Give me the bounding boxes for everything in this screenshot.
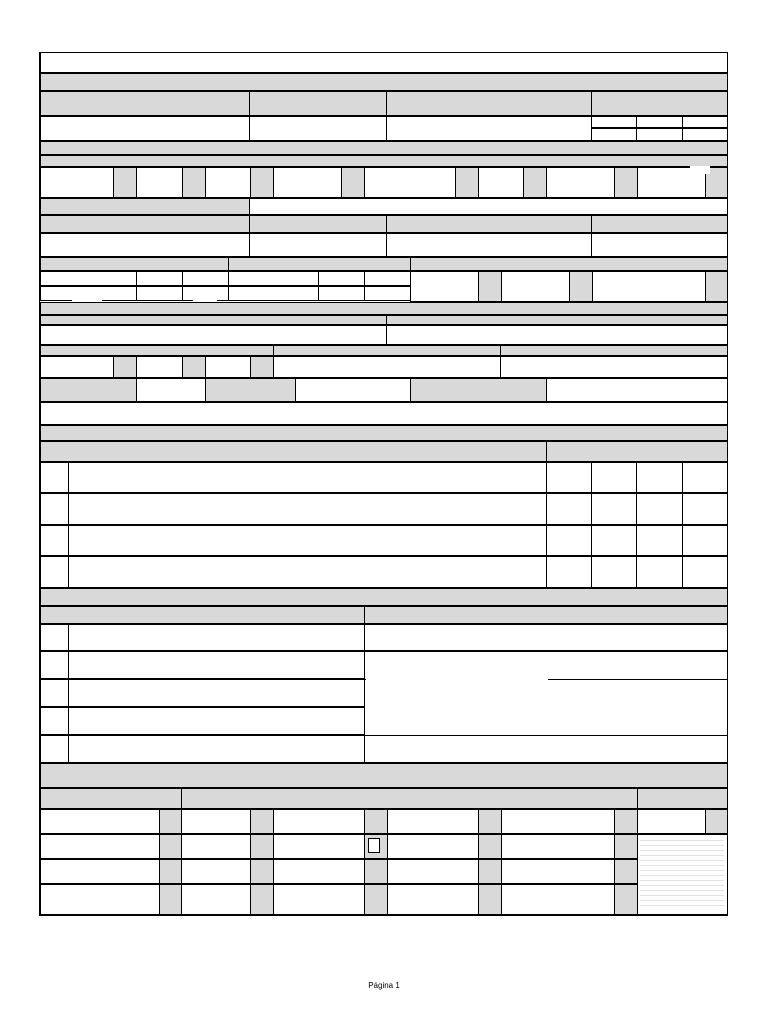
section-header-band-6 [40, 588, 728, 606]
input-row-1-field-cell-3[interactable] [386, 116, 592, 141]
bottom-grid-row-4-field-cell-7[interactable] [387, 884, 479, 915]
checkbox-row-1-field-cell-9[interactable] [364, 167, 456, 198]
small-grid-top-field-cell-6[interactable] [364, 271, 411, 286]
label-field-row-label-cell-3 [205, 378, 296, 402]
header-row-2-label-cell-1 [40, 215, 250, 233]
bottom-grid-row-3-field-cell-1[interactable] [40, 859, 160, 884]
checkbox-row-3-field-cell-7[interactable] [273, 356, 501, 378]
label-field-row-field-cell-6[interactable] [546, 378, 728, 402]
small-grid-top-field-cell-2[interactable] [136, 271, 183, 286]
bottom-grid-row-2-label-cell-10 [614, 834, 638, 859]
input-row-2-field-cell-1[interactable] [40, 233, 250, 257]
list-row-3-field-cell-2[interactable] [68, 679, 365, 707]
right-field-4[interactable] [364, 735, 728, 763]
table-row-3-field-cell-6[interactable] [682, 525, 728, 556]
table-row-3-field-cell-4[interactable] [591, 525, 637, 556]
input-row-1-subgrid-bottom-field-cell-1[interactable] [591, 128, 637, 141]
checkbox-row-1-label-cell-14 [614, 167, 638, 198]
checkbox-row-2-label-cell-6 [705, 271, 728, 302]
table-row-2-field-cell-2[interactable] [68, 493, 547, 525]
right-field-1[interactable] [364, 624, 728, 651]
header-row-3-label-cell-1 [40, 257, 229, 271]
small-grid-top-field-cell-3[interactable] [182, 271, 229, 286]
table-row-4-field-cell-6[interactable] [682, 556, 728, 588]
checkbox-row-3-field-cell-5[interactable] [205, 356, 251, 378]
checkbox-row-1-field-cell-7[interactable] [273, 167, 342, 198]
checkbox-row-1-field-cell-3[interactable] [136, 167, 183, 198]
small-grid-bottom-field-cell-1[interactable] [40, 286, 137, 301]
header-row-1-label-cell-1 [40, 91, 250, 116]
input-row-1-subgrid-top-field-cell-3[interactable] [682, 116, 728, 128]
bottom-grid-row-3-label-cell-8 [478, 859, 502, 884]
label-field-row-field-cell-2[interactable] [136, 378, 206, 402]
bottom-grid-row-2-field-cell-1[interactable] [40, 834, 160, 859]
header-row-6-label-cell-3 [637, 788, 728, 809]
bottom-grid-row-1-label-cell-2 [159, 809, 182, 834]
label-field-row-label-cell-1 [40, 378, 137, 402]
header-row-6-label-cell-2 [181, 788, 638, 809]
list-row-5-field-cell-1[interactable] [40, 735, 69, 763]
list-row-2-field-cell-2[interactable] [68, 651, 365, 679]
checkbox-row-2-field-cell-1[interactable] [410, 271, 479, 302]
input-row-4-field-cell-2[interactable] [386, 325, 728, 345]
checkbox-row-1-label-cell-12 [523, 167, 547, 198]
checkbox-square[interactable] [368, 838, 380, 853]
input-row-1-field-cell-1[interactable] [40, 116, 250, 141]
list-row-1-field-cell-1[interactable] [40, 624, 69, 651]
checkbox-row-1-label-cell-8 [341, 167, 365, 198]
checkbox-row-3-field-cell-3[interactable] [136, 356, 183, 378]
bottom-grid-row-4-label-cell-4 [250, 884, 274, 915]
bottom-grid-row-3-field-cell-3[interactable] [181, 859, 251, 884]
table-row-2-field-cell-1[interactable] [40, 493, 69, 525]
header-row-5-label-cell-3 [500, 345, 728, 356]
checkbox-row-3-label-cell-2 [113, 356, 137, 378]
header-row-2-label-cell-4 [591, 215, 728, 233]
section-header-band-7 [40, 763, 728, 788]
header-row-5-label-cell-2 [273, 345, 501, 356]
subsection-field-3[interactable] [249, 198, 728, 215]
bottom-grid-row-3-field-cell-9[interactable] [501, 859, 615, 884]
small-grid-top-field-cell-4[interactable] [228, 271, 319, 286]
table-row-1-field-cell-4[interactable] [591, 462, 637, 493]
white-notch [690, 166, 710, 174]
bottom-grid-row-4-label-cell-10 [614, 884, 638, 915]
list-row-1-field-cell-2[interactable] [68, 624, 365, 651]
table-row-2-field-cell-4[interactable] [591, 493, 637, 525]
wide-blank-row[interactable] [40, 402, 728, 425]
table-row-3-field-cell-2[interactable] [68, 525, 547, 556]
bottom-grid-row-1-label-cell-10 [614, 809, 638, 834]
header-row-1-label-cell-3 [386, 91, 592, 116]
ruled-line [640, 860, 724, 861]
checkbox-row-2-field-cell-5[interactable] [592, 271, 706, 302]
bottom-grid-row-1-label-cell-8 [478, 809, 502, 834]
bottom-grid-row-4-label-cell-8 [478, 884, 502, 915]
section-header-band-5 [40, 425, 728, 441]
bottom-grid-row-4-label-cell-2 [159, 884, 182, 915]
form-title-row[interactable] [40, 52, 728, 73]
ruled-line [640, 840, 724, 841]
header-row-1-label-cell-4 [591, 91, 728, 116]
bottom-grid-row-2-field-cell-5[interactable] [273, 834, 365, 859]
small-grid-bottom-field-cell-3[interactable] [182, 286, 229, 301]
bottom-grid-row-4-field-cell-1[interactable] [40, 884, 160, 915]
table-row-1-field-cell-2[interactable] [68, 462, 547, 493]
section-header-band-2 [40, 141, 728, 155]
table-row-2-field-cell-6[interactable] [682, 493, 728, 525]
header-row-2-label-cell-2 [249, 215, 387, 233]
checkbox-row-1-field-cell-11[interactable] [478, 167, 524, 198]
bottom-grid-row-1-field-cell-9[interactable] [501, 809, 615, 834]
section-header-band-2b [40, 155, 728, 167]
bottom-grid-row-2-label-cell-4 [250, 834, 274, 859]
table-header-label-cell-2 [546, 441, 728, 462]
white-gap-3 [366, 678, 548, 681]
bottom-grid-row-1-field-cell-5[interactable] [273, 809, 365, 834]
bottom-grid-row-3-label-cell-6 [364, 859, 388, 884]
bottom-grid-row-1-field-cell-1[interactable] [40, 809, 160, 834]
table-row-1-field-cell-1[interactable] [40, 462, 69, 493]
bottom-grid-row-3-field-cell-7[interactable] [387, 859, 479, 884]
ruled-line [640, 850, 724, 851]
small-grid-bottom-field-cell-6[interactable] [364, 286, 411, 301]
ruled-line [640, 875, 724, 876]
table-row-4-field-cell-1[interactable] [40, 556, 69, 588]
ruled-line [640, 895, 724, 896]
input-row-1-field-cell-2[interactable] [249, 116, 387, 141]
input-row-1-subgrid-bottom-field-cell-2[interactable] [636, 128, 683, 141]
header-row-1-label-cell-2 [249, 91, 387, 116]
right-field-3[interactable] [364, 679, 728, 736]
label-field-row-field-cell-4[interactable] [295, 378, 411, 402]
ruled-line [640, 845, 724, 846]
ruled-line [640, 855, 724, 856]
checkbox-row-2-field-cell-3[interactable] [501, 271, 570, 302]
section-header-band-4 [40, 302, 728, 315]
input-row-1-subgrid-top-field-cell-1[interactable] [591, 116, 637, 128]
bottom-grid-row-3-label-cell-10 [614, 859, 638, 884]
right-field-2[interactable] [364, 651, 728, 680]
input-row-2-field-cell-3[interactable] [386, 233, 592, 257]
header-row-3-label-cell-3 [410, 257, 728, 271]
checkbox-row-2-label-cell-4 [569, 271, 593, 302]
table-row-3-field-cell-3[interactable] [546, 525, 592, 556]
table-row-4-field-cell-3[interactable] [546, 556, 592, 588]
bottom-grid-row-4-label-cell-6 [364, 884, 388, 915]
bottom-grid-row-1-label-cell-6 [364, 809, 388, 834]
table-row-3-field-cell-5[interactable] [636, 525, 683, 556]
header-row-2-label-cell-3 [386, 215, 592, 233]
input-row-4-field-cell-1[interactable] [40, 325, 387, 345]
bottom-right-row-1-label-cell-2 [705, 809, 728, 834]
checkbox-row-1-field-cell-1[interactable] [40, 167, 114, 198]
list-row-5-field-cell-2[interactable] [68, 735, 365, 763]
input-row-2-field-cell-2[interactable] [249, 233, 387, 257]
label-field-row-label-cell-5 [410, 378, 547, 402]
input-row-1-subgrid-bottom-field-cell-3[interactable] [682, 128, 728, 141]
checkbox-row-1-field-cell-5[interactable] [205, 167, 251, 198]
table-row-4-field-cell-5[interactable] [636, 556, 683, 588]
bottom-grid-row-4-field-cell-9[interactable] [501, 884, 615, 915]
checkbox-row-1-label-cell-6 [250, 167, 274, 198]
header-row-5-label-cell-1 [40, 345, 274, 356]
bottom-grid-row-2-field-cell-3[interactable] [181, 834, 251, 859]
checkbox-row-1-label-cell-2 [113, 167, 137, 198]
input-row-1-subgrid-top-field-cell-2[interactable] [636, 116, 683, 128]
header-row-6-label-cell-1 [40, 788, 182, 809]
list-row-4-field-cell-1[interactable] [40, 707, 69, 735]
table-row-1-field-cell-6[interactable] [682, 462, 728, 493]
bottom-grid-row-2-field-cell-7[interactable] [387, 834, 479, 859]
checkbox-row-3-field-cell-1[interactable] [40, 356, 114, 378]
table-row-1-field-cell-5[interactable] [636, 462, 683, 493]
bottom-right-row-1-field-cell-1[interactable] [637, 809, 706, 834]
small-grid-bottom-field-cell-5[interactable] [318, 286, 365, 301]
table-row-2-field-cell-3[interactable] [546, 493, 592, 525]
checkbox-row-3-label-cell-6 [250, 356, 274, 378]
bottom-grid-row-4-field-cell-5[interactable] [273, 884, 365, 915]
input-row-2-field-cell-4[interactable] [591, 233, 728, 257]
bottom-grid-row-4-field-cell-3[interactable] [181, 884, 251, 915]
bottom-grid-row-2-label-cell-8 [478, 834, 502, 859]
ruled-line [640, 880, 724, 881]
checkbox-row-3-field-cell-8[interactable] [500, 356, 728, 378]
bottom-grid-row-1-field-cell-7[interactable] [387, 809, 479, 834]
ruled-line [640, 865, 724, 866]
small-grid-top-field-cell-5[interactable] [318, 271, 365, 286]
bottom-grid-row-1-label-cell-4 [250, 809, 274, 834]
ruled-line [640, 870, 724, 871]
list-row-2-field-cell-1[interactable] [40, 651, 69, 679]
bottom-grid-row-3-label-cell-2 [159, 859, 182, 884]
subsection-label-3 [40, 198, 250, 215]
checkbox-row-1-label-cell-10 [455, 167, 479, 198]
header-row-3-label-cell-2 [228, 257, 411, 271]
table-row-1-field-cell-3[interactable] [546, 462, 592, 493]
two-column-header-label-cell-2 [364, 606, 728, 624]
ruled-line [640, 890, 724, 891]
table-row-2-field-cell-5[interactable] [636, 493, 683, 525]
checkbox-row-1-field-cell-13[interactable] [546, 167, 615, 198]
section-header-band-1 [40, 73, 728, 91]
header-row-4-label-cell-2 [386, 315, 728, 325]
table-row-3-field-cell-1[interactable] [40, 525, 69, 556]
table-header-label-cell-1 [40, 441, 547, 462]
ruled-line [640, 900, 724, 901]
page-number-footer: Página 1 [368, 981, 400, 990]
small-grid-top-field-cell-1[interactable] [40, 271, 137, 286]
table-row-4-field-cell-2[interactable] [68, 556, 547, 588]
bottom-grid-row-2-label-cell-2 [159, 834, 182, 859]
ruled-line [640, 905, 724, 906]
bottom-grid-row-3-field-cell-5[interactable] [273, 859, 365, 884]
list-row-4-field-cell-2[interactable] [68, 707, 365, 735]
header-row-4-label-cell-1 [40, 315, 387, 325]
two-column-header-label-cell-1 [40, 606, 365, 624]
checkbox-row-2-label-cell-2 [478, 271, 502, 302]
bottom-grid-row-3-label-cell-4 [250, 859, 274, 884]
small-grid-bottom-field-cell-2[interactable] [136, 286, 183, 301]
bottom-grid-row-1-field-cell-3[interactable] [181, 809, 251, 834]
small-grid-bottom-field-cell-4[interactable] [228, 286, 319, 301]
bottom-grid-row-2-field-cell-9[interactable] [501, 834, 615, 859]
checkbox-row-3-label-cell-4 [182, 356, 206, 378]
list-row-3-field-cell-1[interactable] [40, 679, 69, 707]
table-row-4-field-cell-4[interactable] [591, 556, 637, 588]
ruled-line [640, 885, 724, 886]
checkbox-row-1-label-cell-4 [182, 167, 206, 198]
